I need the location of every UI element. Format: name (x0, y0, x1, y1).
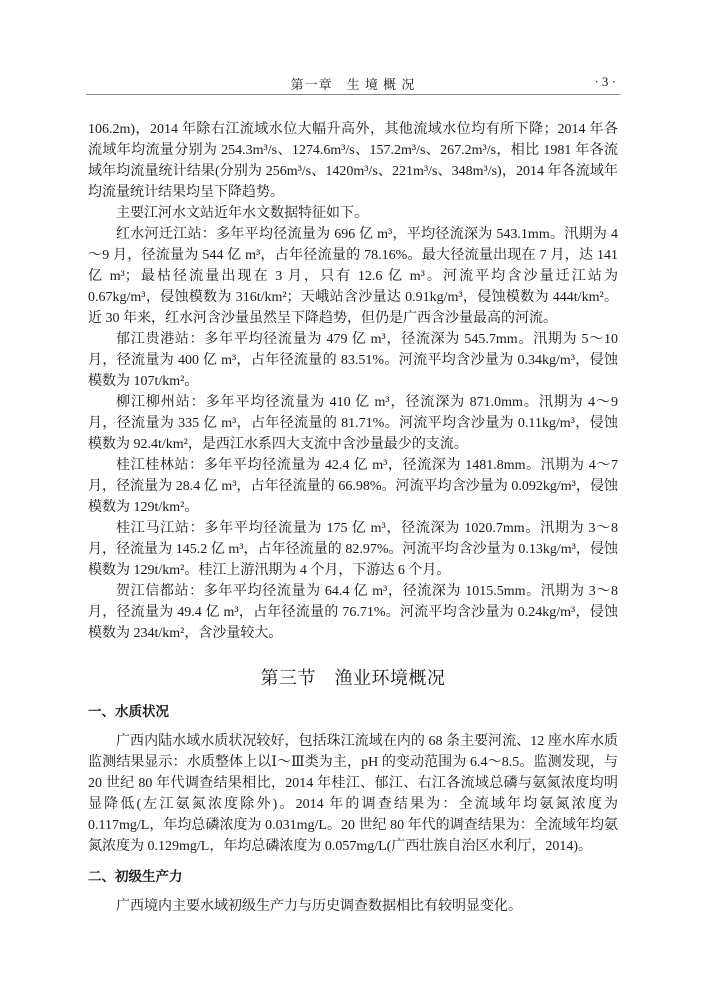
paragraph: 广西内陆水域水质状况较好，包括珠江流域在内的 68 条主要河流、12 座水库水质监测结果显示：水质整体上以Ⅰ～Ⅲ类为主，pH 的变动范围为 6.4～8.5。监测发现，与 20 世纪 80 年代调查结果相比，2014 年桂江、郁江、右江各流域总磷与氨氮浓度均明显降低(左江氨氮浓度除外)。2014 年的调查结果为：全流域年均氨氮浓度为 0.117mg/L，年均总磷浓度为 0.031mg/L。20 世纪 80 年代的调查结果为：全流域年均氨氮浓度为 0.129mg/L，年均总磷浓度为 0.057mg/L(广西壮族自治区水利厅，2014)。 (88, 734, 618, 854)
paragraph: 郁江贵港站：多年平均径流量为 479 亿 m³，径流深为 545.7mm。汛期为 5～10 月，径流量为 400 亿 m³，占年径流量的 83.51%。河流平均含沙量为 0.34kg/m³，侵蚀模数为 107t/km²。 (88, 332, 618, 389)
paragraph: 红水河迁江站：多年平均径流量为 696 亿 m³，平均径流深为 543.1mm。汛期为 4～9 月，径流量为 544 亿 m³，占年径流量的 78.16%。最大径流量出现在 7 月，达 141 亿 m³；最枯径流量出现在 3 月，只有 12.6 亿 m³。河流平均含沙量迁江站为 0.67kg/m³，侵蚀模数为 316t/km²；天峨站含沙量达 0.91kg/m³，侵蚀模数为 444t/km²。近 30 年来，红水河含沙量虽然呈下降趋势，但仍是广西含沙量最高的河流。 (88, 227, 618, 326)
subsection-heading: 二、初级生产力 (88, 869, 183, 885)
paragraph: 106.2m)，2014 年除右江流域水位大幅升高外，其他流域水位均有所下降；2014 年各流域年均流量分别为 254.3m³/s、1274.6m³/s、157.2m³/s、267.2m³/s，相比 1981 年各流域年均流量统计结果(分别为 256m³/s、1420m³/s、221m³/s、348m³/s)，2014 年各流域年均流量统计结果均呈下降趋势。 (88, 122, 618, 200)
paragraph: 桂江马江站：多年平均径流量为 175 亿 m³，径流深为 1020.7mm。汛期为 3～8 月，径流量为 145.2 亿 m³，占年径流量的 82.97%。河流平均含沙量为 0.13kg/m³，侵蚀模数为 129t/km²。桂江上游汛期为 4 个月，下游达 6 个月。 (88, 521, 618, 578)
paragraph: 贺江信都站：多年平均径流量为 64.4 亿 m³，径流深为 1015.5mm。汛期为 3～8 月，径流量为 49.4 亿 m³，占年径流量的 76.71%。河流平均含沙量为 0.24kg/m³，侵蚀模数为 234t/km²，含沙量较大。 (88, 584, 618, 641)
running-header (86, 72, 620, 95)
paragraph: 广西境内主要水域初级生产力与历史调查数据相比有较明显变化。 (116, 899, 522, 914)
subsection-heading: 一、水质状况 (88, 704, 169, 720)
page-number: · 3 · (594, 74, 616, 89)
page-body (88, 119, 618, 917)
chapter-title: 第一章 生 境 概 况 (290, 77, 416, 92)
paragraph: 主要江河水文站近年水文数据特征如下。 (116, 206, 368, 221)
section-title: 第三节 渔业环境概况 (260, 668, 446, 688)
paragraph: 柳江柳州站：多年平均径流量为 410 亿 m³，径流深为 871.0mm。汛期为 4～9 月，径流量为 335 亿 m³，占年径流量的 81.71%。河流平均含沙量为 0.11kg/m³，侵蚀模数为 92.4t/km²，是西江水系四大支流中含沙量最少的支流。 (88, 395, 618, 452)
paragraph: 桂江桂林站：多年平均径流量为 42.4 亿 m³，径流深为 1481.8mm。汛期为 4～7 月，径流量为 28.4 亿 m³，占年径流量的 66.98%。河流平均含沙量为 0.092kg/m³，侵蚀模数为 129t/km²。 (88, 458, 618, 515)
